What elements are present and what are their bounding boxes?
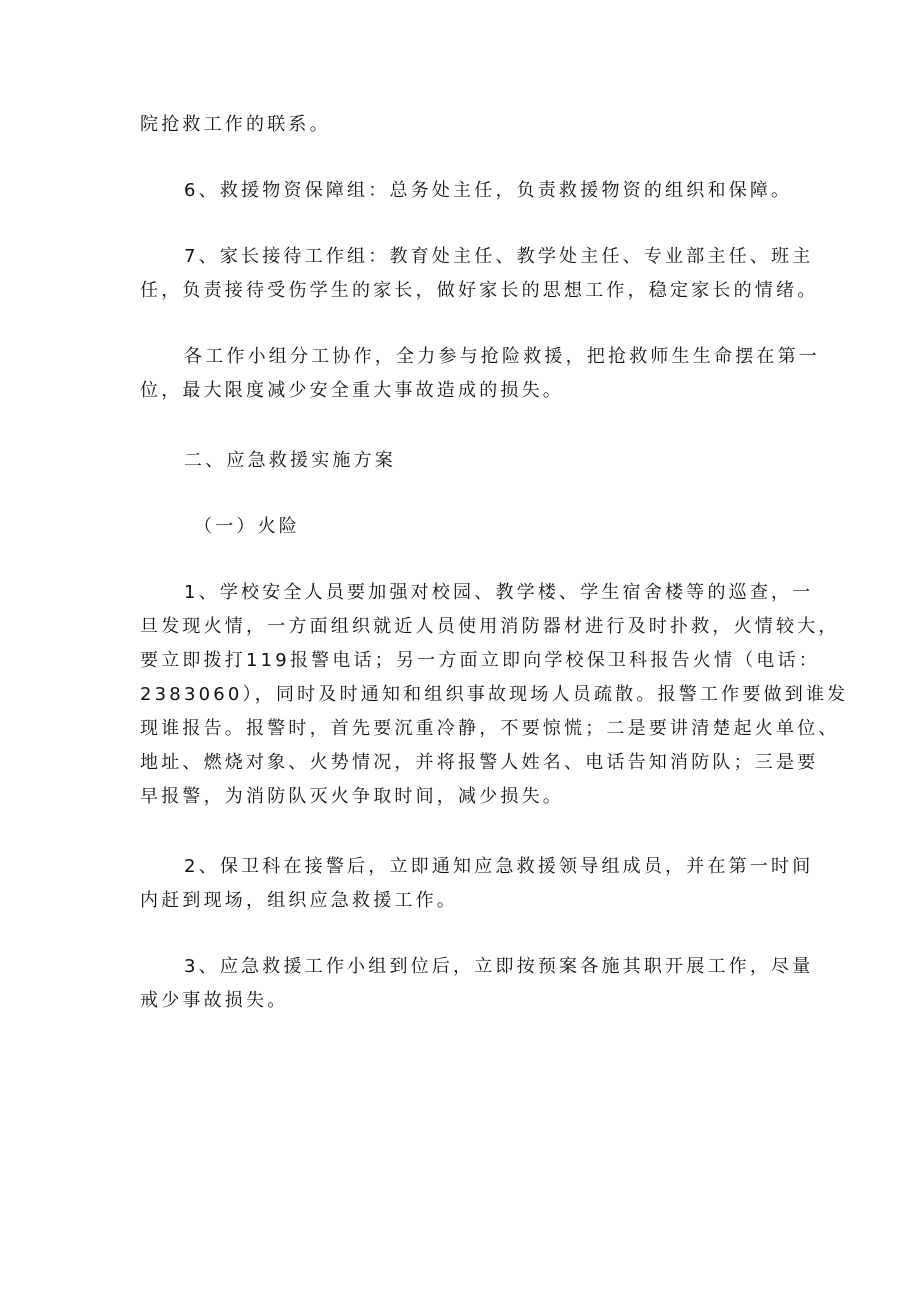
paragraph-team-deployment xyxy=(140,950,814,1018)
section-heading xyxy=(140,444,790,478)
text-line: 戒少事故损失。 xyxy=(140,990,289,1011)
text-line: 内赶到现场，组织应急救援工作。 xyxy=(140,890,458,911)
subsection-heading xyxy=(140,510,790,544)
text-line: 3、应急救援工作小组到位后，立即按预案各施其职开展工作，尽量 xyxy=(184,956,814,977)
paragraph-group-cooperation xyxy=(140,340,820,408)
text-line: 7、家长接待工作组：教育处主任、教学处主任、专业部主任、班主 xyxy=(184,246,814,267)
paragraph-parent-reception-group xyxy=(140,240,819,308)
text-line: 院抢救工作的联系。 xyxy=(140,114,331,135)
text-line: 2383060），同时及时通知和组织事故现场人员疏散。报警工作要做到谁发 xyxy=(140,684,849,705)
paragraph-supplies-group xyxy=(140,174,793,208)
text-line: 要立即拨打119报警电话；另一方面立即向学校保卫科报告火情（电话： xyxy=(140,650,820,671)
subsection-heading-text: （一）火险 xyxy=(194,516,300,537)
section-heading-text: 二、应急救援实施方案 xyxy=(184,450,396,471)
text-line: 旦发现火情，一方面组织就近人员使用消防器材进行及时扑救，火情较大， xyxy=(140,616,840,637)
text-line: 任，负责接待受伤学生的家长，做好家长的思想工作，稳定家长的情绪。 xyxy=(140,280,819,301)
paragraph-security-response xyxy=(140,850,814,918)
text-line: 2、保卫科在接警后，立即通知应急救援领导组成员，并在第一时间 xyxy=(184,856,814,877)
text-line: 地址、燃烧对象、火势情况，并将报警人姓名、电话告知消防队；三是要 xyxy=(140,752,819,773)
text-line: 早报警，为消防队灭火争取时间，减少损失。 xyxy=(140,786,564,807)
text-line: 1、学校安全人员要加强对校园、教学楼、学生宿舍楼等的巡查，一 xyxy=(184,582,814,603)
paragraph-fire-procedure xyxy=(140,576,849,814)
text-line: 6、救援物资保障组：总务处主任，负责救援物资的组织和保障。 xyxy=(184,180,793,201)
text-line: 位，最大限度减少安全重大事故造成的损失。 xyxy=(140,380,564,401)
text-line: 各工作小组分工协作，全力参与抢险救援，把抢救师生生命摆在第一 xyxy=(184,346,820,367)
text-line: 现谁报告。报警时，首先要沉重冷静，不要惊慌；二是要讲清楚起火单位、 xyxy=(140,718,840,739)
paragraph-hospital-contact xyxy=(140,108,790,142)
